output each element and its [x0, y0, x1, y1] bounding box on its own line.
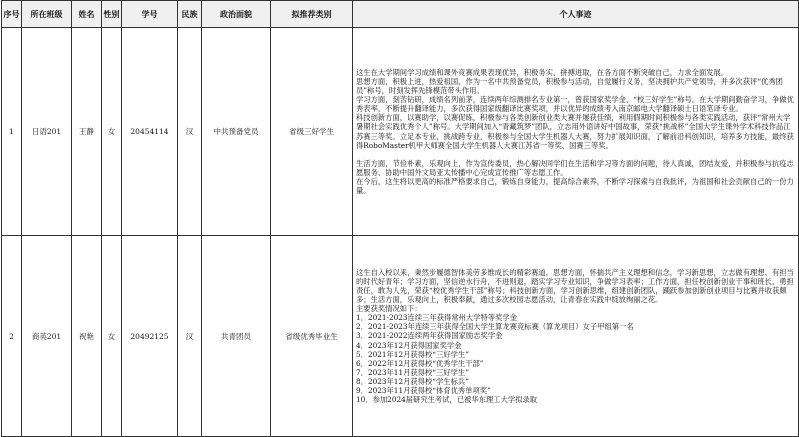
table-row	[2, 28, 799, 236]
cell-ethnicity: 汉	[178, 236, 202, 437]
deeds-paragraph: 科技创新方面，以赛助学，以赛促练，积极参与各类创新创业类大赛并屡获佳绩，利用假期时间积极参与各类实践活动，获评“常州大学暑期社会实践优秀个人”称号。大学期间加入“青藏筑梦”团队，立志用外语讲好中国故事，荣获“挑战杯”全国大学生课外学术科技作品江苏赛三等奖。立足本专业，挑战跨专业，积极参与全国大学生机器人大赛，努力扩展知识面，了解前沿科创知识，培养多方技能，最终获得RoboMaster机甲大师赛全国大学生机器人大赛江苏省一等奖、国赛三等奖。	[356, 113, 794, 150]
deeds-paragraph: 学习方面，刻苦钻研，成绩名列前茅，连续两年综测排名专业第一，曾获国家奖学金、“校三好学生”称号。在大学期间勤奋学习，争做优秀表率，不断提升翻译能力，多次获得国家级翻译比赛奖项，并以优异的成绩考入南京邮电大学翻译硕士日语笔译专业。	[356, 95, 794, 114]
award-item: 4．2023年12月获得国家奖学金	[356, 340, 462, 350]
deeds-paragraph: 主要获奖情况如下：	[356, 304, 422, 314]
header-political: 政治面貌	[202, 1, 271, 28]
award-item: 5．2021年12月获得校“三好学生”	[356, 349, 469, 359]
deeds-paragraph: 这生在大学期间学习成绩和课外竞赛成果表现优异，积极务实，拼搏进取，在各方面不断突破自己，力求全面发展。	[356, 67, 729, 77]
award-item: 10．参加2024届研究生考试，已被华东理工大学拟录取	[356, 395, 538, 405]
header-student-id: 学号	[122, 1, 178, 28]
cell-category: 省级优秀毕业生	[271, 236, 353, 437]
award-item: 3．2021-2022连续两年获得国家励志奖学金	[356, 331, 503, 341]
deeds-paragraph: 思想方面，积极上进，热爱祖国，作为一名中共预备党员，积极参与活动，自觉履行义务，坚决拥护共产党领导，并多次获评“优秀团员”称号，时刻发挥先锋模范带头作用。	[356, 76, 783, 96]
cell-deeds	[353, 28, 799, 236]
header-gender: 性别	[102, 1, 122, 28]
cell-student-id: 20492125	[122, 236, 178, 437]
header-ethnicity: 民族	[178, 1, 202, 28]
award-item: 7．2023年11月获得校“三好学生”	[356, 367, 469, 377]
header-class: 所在班级	[22, 1, 72, 28]
cell-seq: 2	[2, 236, 22, 437]
cell-name: 祝艳	[72, 236, 102, 437]
cell-ethnicity: 汉	[178, 28, 202, 236]
deeds-paragraph: 生活方面，节俭朴素，乐观向上，作为宣传委员，热心解决同学们在生活和学习等方面的问题，待人真诚，团结友爱，并积极参与抗疫志愿服务、协助中国外文局亚太传播中心完成宣传推广等志愿工作。	[356, 158, 794, 177]
cell-seq: 1	[2, 28, 22, 236]
cell-name: 王静	[72, 28, 102, 236]
table-header-row	[2, 1, 799, 28]
cell-political: 共青团员	[202, 236, 271, 437]
cell-class: 日语201	[22, 28, 72, 236]
award-item: 1．2021-2023连续三年获得常州大学特等奖学金	[356, 313, 517, 323]
award-item: 8．2023年12月获得校“学生标兵”	[356, 376, 469, 386]
award-item: 6．2022年12月获得校“优秀学生干部”	[356, 358, 484, 368]
cell-political: 中共预备党员	[202, 28, 271, 236]
header-category: 拟推荐类别	[271, 1, 353, 28]
cell-deeds	[353, 236, 799, 437]
header-deeds: 个人事迹	[353, 1, 799, 28]
cell-gender: 女	[102, 28, 122, 236]
cell-category: 省级三好学生	[271, 28, 353, 236]
award-item: 2．2021-2023年连续三年获得全国大学生算龙赛竞标赛（算龙项目）女子甲组第一名	[356, 322, 634, 332]
cell-class: 商英201	[22, 236, 72, 437]
header-seq: 序号	[2, 1, 22, 28]
deeds-paragraph: 在今后，这生将以更高的标准严格要求自己，锻炼自身能力，提高综合素养，不断学习探索与自我批评，为祖国和社会贡献自己的一份力量。	[356, 176, 794, 196]
header-name: 姓名	[72, 1, 102, 28]
table-row	[2, 236, 799, 437]
deeds-spacer	[356, 150, 795, 159]
deeds-paragraph: 这生自入校以来，秉然步履德智体美劳多维成长的精彩赛道。思想方面，怀揣共产主义理想和信念，学习新思想，立志做有理想、有担当的时代好青年；学习方面，坚信逆水行舟，不进则退，踏实学习专业知识，争做学习表率；工作方面，担任校创新创业干事和班长，勇担责任，敢为人先，荣获“校优秀学生干部”称号；科技创新方面，学习创新思维，组建创新团队，踊跃参加创新创业项目与比赛并收获颇多；生活方面，乐观向上，积极奉献，通过多次校园志愿活动，让青春在实践中绽放绚丽之花。	[356, 267, 794, 305]
cell-student-id: 20454114	[122, 28, 178, 236]
cell-gender: 女	[102, 236, 122, 437]
award-item: 9．2023年11月获得校“体育优秀单项奖”	[356, 386, 491, 396]
candidate-table	[1, 0, 799, 437]
